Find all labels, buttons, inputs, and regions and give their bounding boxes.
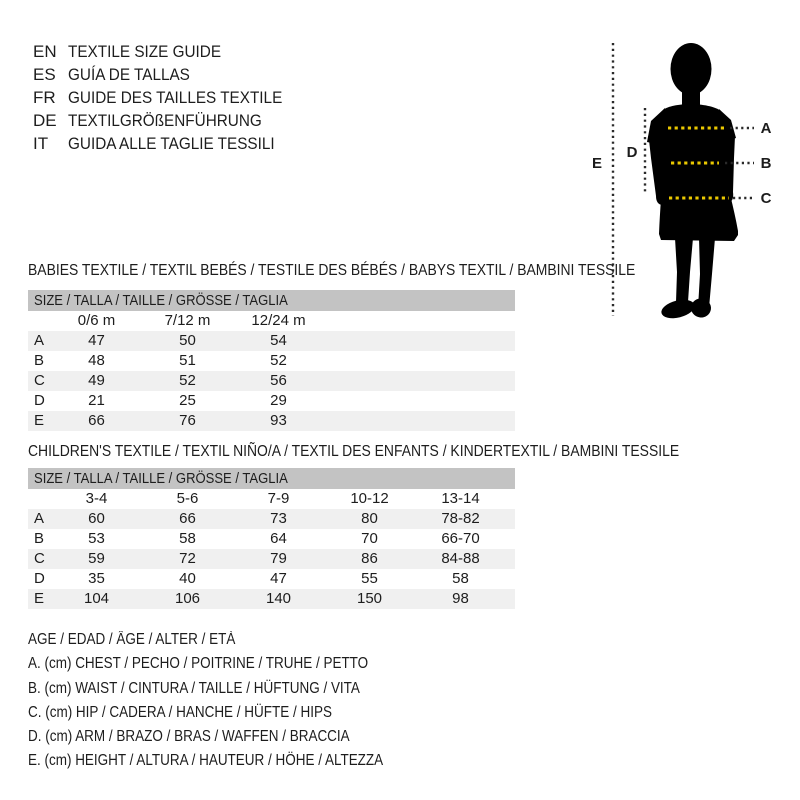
children-section-heading: [28, 443, 776, 461]
table-row: [28, 371, 515, 391]
row-label: B: [34, 530, 45, 547]
table-cell: 58: [452, 570, 469, 587]
legend-line: [28, 725, 436, 749]
row-label: C: [34, 372, 45, 389]
table-cell: 73: [270, 510, 287, 527]
table-cell: 56: [270, 372, 287, 389]
table-cell: 50: [179, 332, 196, 349]
table-row: [28, 549, 515, 569]
column-header-spacer: [28, 311, 51, 331]
table-cell: 66-70: [441, 530, 480, 547]
table-cell: 93: [270, 412, 287, 429]
column-header: 3-4: [85, 490, 108, 507]
label-d: D: [626, 144, 638, 161]
table-cell: 49: [88, 372, 105, 389]
table-cell: 80: [361, 510, 378, 527]
table-cell: 52: [270, 352, 287, 369]
table-row: [28, 331, 515, 351]
label-b: B: [760, 155, 772, 172]
table-cell: 150: [356, 590, 383, 607]
row-label: D: [34, 570, 45, 587]
table-column-header-row: [28, 489, 515, 509]
table-row: [28, 509, 515, 529]
babies-section-heading-text: BABIES TEXTILE / TEXTIL BEBÉS / TESTILE DES BÉBÉS / BABYS TEXTIL / BAMBINI TESSILE: [28, 262, 636, 279]
legend-line: [28, 749, 436, 773]
table-row: [28, 589, 515, 609]
table-cell: 66: [88, 412, 105, 429]
size-header-bar: [28, 468, 515, 489]
table-cell: 47: [270, 570, 287, 587]
language-row: [33, 40, 306, 63]
language-code: ES: [33, 65, 56, 84]
language-title: GUIDE DES TAILLES TEXTILE: [68, 88, 283, 107]
language-code: IT: [33, 134, 49, 153]
language-row: [33, 132, 306, 155]
language-title: TEXTILE SIZE GUIDE: [68, 42, 222, 61]
table-cell: 70: [361, 530, 378, 547]
legend-line: [28, 652, 436, 676]
table-cell: 21: [88, 392, 105, 409]
table-row: [28, 391, 515, 411]
table-row: [28, 351, 515, 371]
table-column-header-row: [28, 311, 515, 331]
language-title: GUIDA ALLE TAGLIE TESSILI: [68, 134, 275, 153]
size-header-text: SIZE / TALLA / TAILLE / GRÖSSE / TAGLIA: [34, 470, 288, 487]
legend-line: [28, 701, 436, 725]
label-c: C: [760, 190, 772, 207]
table-cell: 58: [179, 530, 196, 547]
legend-line-text: D. (cm) ARM / BRAZO / BRAS / WAFFEN / BRACCIA: [28, 728, 350, 746]
table-cell: 140: [265, 590, 292, 607]
table-row: [28, 529, 515, 549]
table-cell: 55: [361, 570, 378, 587]
row-label: C: [34, 550, 45, 567]
table-cell: 66: [179, 510, 196, 527]
table-cell: 59: [88, 550, 105, 567]
size-header-bar: [28, 290, 515, 311]
table-cell: 40: [179, 570, 196, 587]
table-cell: 106: [174, 590, 201, 607]
table-cell: 52: [179, 372, 196, 389]
table-cell: 84-88: [441, 550, 480, 567]
row-label: E: [34, 590, 45, 607]
size-header-text: SIZE / TALLA / TAILLE / GRÖSSE / TAGLIA: [34, 292, 288, 309]
table-cell: 98: [452, 590, 469, 607]
row-label: A: [34, 332, 45, 349]
legend-line-text: B. (cm) WAIST / CINTURA / TAILLE / HÜFTUNG / VITA: [28, 679, 360, 697]
legend-line-text: AGE / EDAD / ÂGE / ALTER / ETÀ: [28, 631, 236, 648]
children-size-table: [28, 468, 515, 609]
table-row: [28, 411, 515, 431]
table-cell: 72: [179, 550, 196, 567]
language-code: FR: [33, 88, 56, 107]
legend-line: [28, 628, 436, 652]
silhouette-torso: [663, 104, 724, 168]
column-header: 10-12: [350, 490, 389, 507]
column-header: 12/24 m: [251, 312, 306, 329]
row-label: B: [34, 352, 45, 369]
column-header-spacer: [28, 489, 51, 509]
measurement-figure: [585, 28, 800, 328]
table-cell: 86: [361, 550, 378, 567]
column-header: 7-9: [267, 490, 290, 507]
table-cell: 79: [270, 550, 287, 567]
language-row: [33, 86, 306, 109]
table-cell: 53: [88, 530, 105, 547]
babies-section-heading: [28, 262, 726, 280]
table-cell: 76: [179, 412, 196, 429]
table-cell: 78-82: [441, 510, 480, 527]
table-cell: 60: [88, 510, 105, 527]
column-header: 5-6: [176, 490, 199, 507]
table-cell: 25: [179, 392, 196, 409]
language-title: TEXTILGRÖßENFÜHRUNG: [68, 111, 262, 130]
table-cell: 47: [88, 332, 105, 349]
silhouette-neck: [682, 84, 700, 106]
table-cell: 48: [88, 352, 105, 369]
table-cell: 29: [270, 392, 287, 409]
column-header: 13-14: [441, 490, 480, 507]
row-label: D: [34, 392, 45, 409]
row-label: A: [34, 510, 45, 527]
row-label: E: [34, 412, 45, 429]
label-a: A: [760, 120, 772, 137]
table-cell: 104: [83, 590, 110, 607]
column-header: 7/12 m: [164, 312, 211, 329]
label-e: E: [591, 155, 603, 172]
table-cell: 51: [179, 352, 196, 369]
legend-line: [28, 677, 436, 701]
language-row: [33, 63, 306, 86]
legend-line-text: E. (cm) HEIGHT / ALTURA / HAUTEUR / HÖHE / ALTEZZA: [28, 752, 384, 770]
language-code: EN: [33, 42, 57, 61]
children-section-heading-text: CHILDREN'S TEXTILE / TEXTIL NIÑO/A / TEXTIL DES ENFANTS / KINDERTEXTIL / BAMBINI TESSILE: [28, 443, 680, 460]
legend-line-text: A. (cm) CHEST / PECHO / POITRINE / TRUHE / PETTO: [28, 655, 369, 673]
legend-line-text: C. (cm) HIP / CADERA / HANCHE / HÜFTE / HIPS: [28, 703, 332, 721]
silhouette-left-shoe: [659, 297, 696, 322]
table-cell: 54: [270, 332, 287, 349]
language-title: GUÍA DE TALLAS: [68, 65, 190, 84]
language-code: DE: [33, 111, 57, 130]
babies-size-table: [28, 290, 515, 431]
measurement-legend: [28, 628, 436, 774]
table-cell: 64: [270, 530, 287, 547]
table-row: [28, 569, 515, 589]
language-row: [33, 109, 306, 132]
language-title-list: [33, 40, 306, 155]
table-cell: 35: [88, 570, 105, 587]
column-header: 0/6 m: [77, 312, 116, 329]
